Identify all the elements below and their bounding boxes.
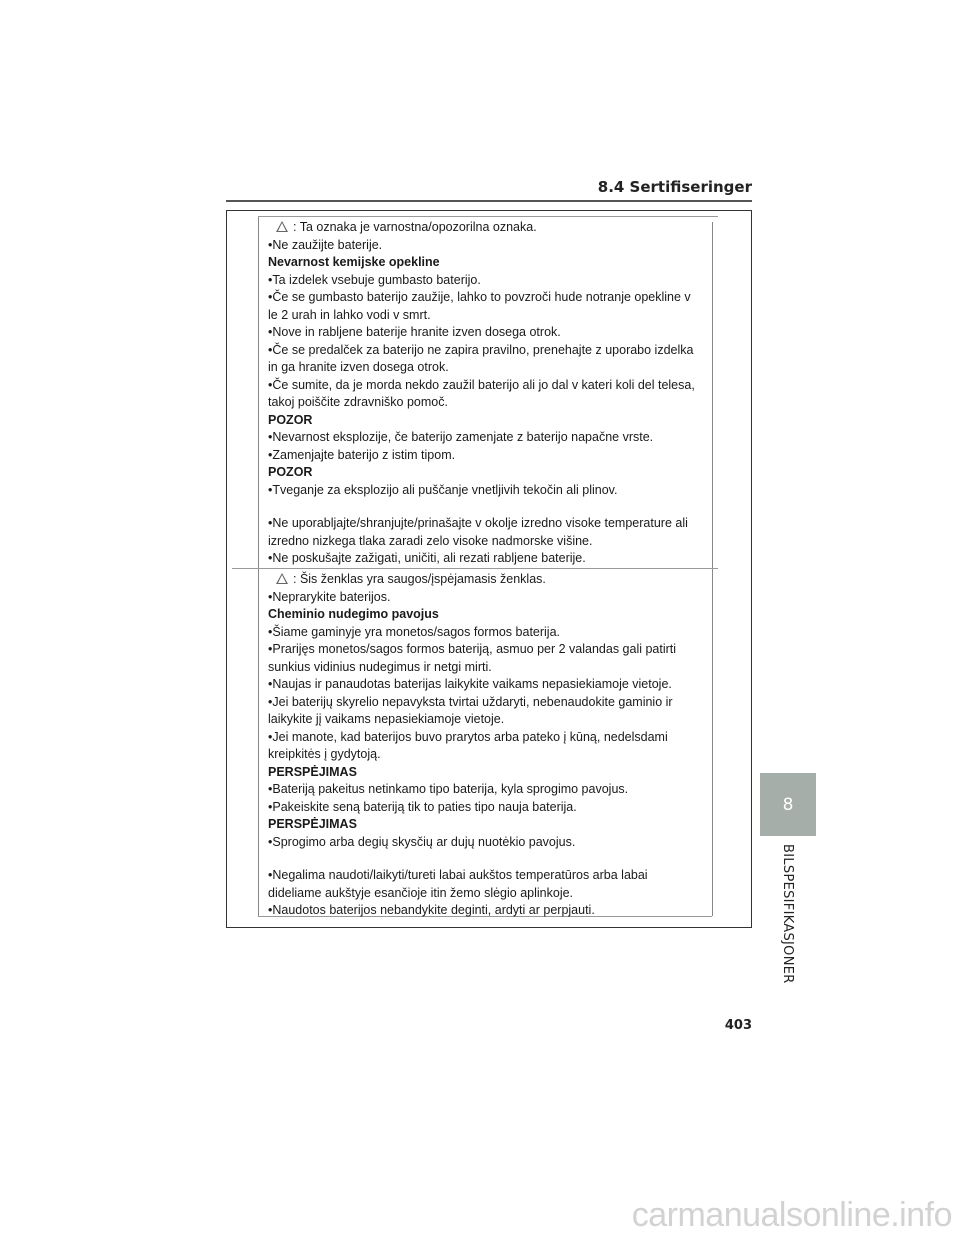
header-rule — [226, 200, 752, 202]
text-line — [268, 641, 676, 659]
line-text: dideliame aukštyje esančioje itin žemo slėgio aplinkoje. — [268, 885, 574, 900]
line-text: •Ne zaužijte baterije. — [268, 237, 383, 252]
text-line — [268, 711, 676, 729]
text-line — [268, 324, 695, 342]
page-number: 403 — [724, 1018, 752, 1033]
chapter-label: BILSPESIFIKASJONER — [780, 844, 795, 984]
line-text: •Ne poskušajte zažigati, uničiti, ali rezati rabljene baterije. — [268, 551, 586, 565]
text-line — [268, 237, 695, 255]
text-line — [268, 482, 695, 500]
line-text: •Nevarnost eksplozije, če baterijo zamenjate z baterijo napačne vrste. — [268, 430, 654, 444]
line-text: POZOR — [268, 412, 313, 427]
text-line — [268, 816, 676, 834]
text-line — [268, 764, 676, 782]
text-line — [268, 571, 676, 589]
text-line — [268, 515, 695, 533]
text-line — [268, 659, 676, 677]
line-text: : Šis ženklas yra saugos/įspėjamasis ženklas. — [293, 572, 546, 586]
watermark: carmanualsonline.info — [631, 1196, 952, 1234]
line-text: POZOR — [268, 465, 313, 479]
text-line — [268, 342, 695, 360]
text-line — [268, 781, 676, 799]
line-text: •Šiame gaminyje yra monetos/sagos formos baterija. — [268, 624, 561, 639]
text-line — [268, 377, 695, 395]
text-line — [268, 254, 695, 272]
line-text: •Če sumite, da je morda nekdo zaužil baterijo ali jo dal v kateri koli del telesa, — [268, 377, 695, 392]
text-line — [268, 867, 676, 885]
line-text: : Ta oznaka je varnostna/opozorilna oznaka. — [293, 220, 537, 234]
line-text: •Prarijęs monetos/sagos formos bateriją, asmuo per 2 valandas gali patirti — [268, 642, 677, 656]
lithuanian-warning-text — [268, 571, 676, 920]
text-line — [268, 694, 676, 712]
text-line — [268, 606, 676, 624]
text-line — [268, 359, 695, 377]
line-text: izredno nizkega tlaka zaradi zelo visoke nadmorske višine. — [268, 533, 593, 548]
text-line — [268, 885, 676, 903]
text-line — [268, 746, 676, 764]
line-text: •Negalima naudoti/laikyti/tureti labai aukštos temperatūros arba labai — [268, 868, 648, 882]
line-text: Nevarnost kemijske opekline — [268, 255, 440, 269]
line-text: •Bateriją pakeitus netinkamo tipo baterija, kyla sprogimo pavojus. — [268, 782, 629, 796]
text-line — [268, 394, 695, 412]
text-line — [268, 412, 695, 430]
warning-triangle-icon — [276, 573, 288, 584]
text-line — [268, 799, 676, 817]
text-line — [268, 624, 676, 642]
text-line — [268, 272, 695, 290]
line-text: •Ne uporabljajte/shranjujte/prinašajte v okolje izredno visoke temperature ali — [268, 516, 688, 530]
scan-divider-line — [232, 568, 718, 569]
text-line — [268, 447, 695, 465]
line-text: •Ta izdelek vsebuje gumbasto baterijo. — [268, 272, 481, 287]
line-text: •Naudotos baterijos nebandykite deginti, ardyti ar perpjauti. — [268, 903, 595, 917]
text-line — [268, 676, 676, 694]
line-text: •Naujas ir panaudotas baterijas laikykite vaikams nepasiekiamoje vietoje. — [268, 677, 672, 691]
text-line — [268, 533, 695, 551]
text-line — [268, 464, 695, 482]
chapter-number: 8 — [782, 794, 794, 815]
text-line — [268, 589, 676, 607]
text-line — [268, 834, 676, 852]
line-text: PERSPĖJIMAS — [268, 764, 357, 779]
line-text: PERSPĖJIMAS — [268, 817, 357, 831]
line-text: •Tveganje za eksplozijo ali puščanje vnetljivih tekočin ali plinov. — [268, 482, 618, 497]
line-text: •Zamenjajte baterijo z istim tipom. — [268, 447, 456, 462]
text-line — [268, 219, 695, 237]
chapter-tab[interactable] — [760, 773, 816, 836]
line-text: laikykite jį vaikams nepasiekiamoje vietoje. — [268, 712, 505, 726]
scan-left-border — [258, 216, 259, 916]
line-text: •Nove in rabljene baterije hranite izven dosega otrok. — [268, 325, 561, 339]
line-text: •Jei baterijų skyrelio nepavyksta tvirtai uždaryti, nebenaudokite gaminio ir — [268, 694, 673, 709]
scan-right-border — [712, 222, 713, 916]
line-text: Cheminio nudegimo pavojus — [268, 607, 439, 621]
line-text: sunkius vidinius nudegimus ir netgi mirti. — [268, 659, 492, 674]
slovenian-warning-text — [268, 219, 695, 568]
text-line — [268, 289, 695, 307]
line-text: •Pakeiskite seną bateriją tik to paties tipo nauja baterija. — [268, 799, 577, 814]
line-text: •Jei manote, kad baterijos buvo prarytos arba pateko į kūną, nedelsdami — [268, 729, 668, 744]
scan-top-line — [258, 216, 718, 217]
warning-triangle-icon — [276, 221, 288, 232]
line-text: •Če se predalček za baterijo ne zapira pravilno, prenehajte z uporabo izdelka — [268, 342, 694, 357]
line-text: •Če se gumbasto baterijo zaužije, lahko to povzroči hude notranje opekline v — [268, 290, 691, 304]
line-text: in ga hranite izven dosega otrok. — [268, 360, 449, 374]
text-line — [268, 550, 695, 568]
section-title: 8.4 Sertifiseringer — [597, 178, 752, 196]
text-line — [268, 307, 695, 325]
text-line — [268, 429, 695, 447]
text-line — [268, 902, 676, 920]
line-text: •Sprogimo arba degių skysčių ar dujų nuotėkio pavojus. — [268, 834, 576, 849]
line-text: •Neprarykite baterijos. — [268, 589, 391, 604]
text-line — [268, 729, 676, 747]
line-text: takoj poiščite zdravniško pomoč. — [268, 395, 448, 409]
line-text: kreipkitės į gydytoją. — [268, 747, 381, 761]
line-text: le 2 urah in lahko vodi v smrt. — [268, 307, 431, 322]
